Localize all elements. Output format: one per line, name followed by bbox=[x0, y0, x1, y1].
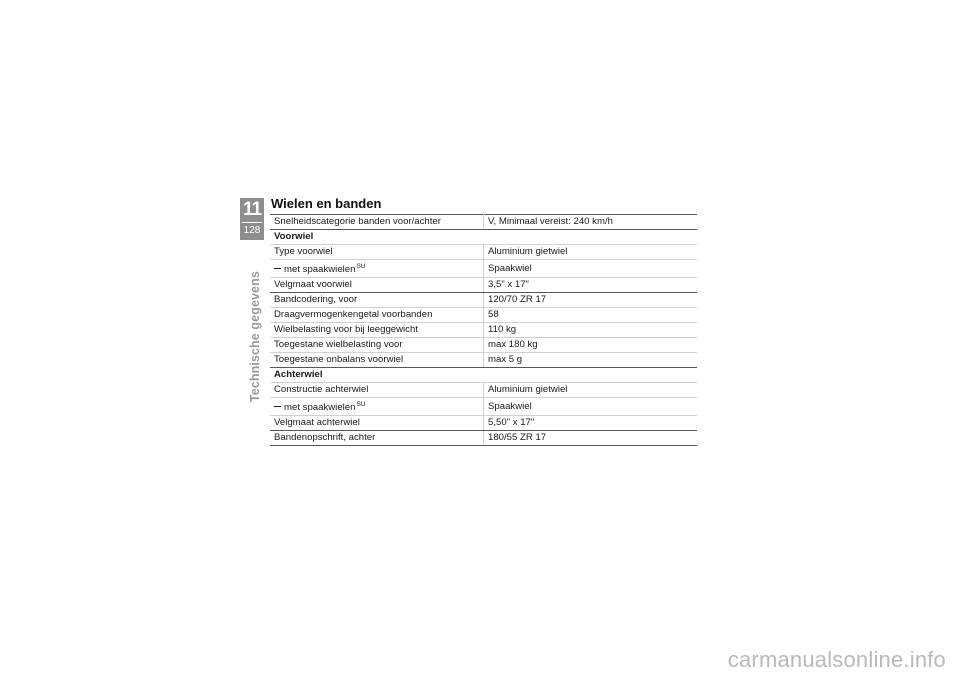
spec-label-text: met spaakwielen bbox=[284, 402, 356, 413]
table-row bbox=[270, 416, 697, 431]
table-row bbox=[270, 245, 697, 260]
spec-value: 110 kg bbox=[484, 323, 698, 338]
table-row bbox=[270, 338, 697, 353]
option-superscript: SU bbox=[356, 263, 366, 270]
table-row bbox=[270, 383, 697, 398]
spec-label-text: met spaakwielen bbox=[284, 264, 356, 275]
spec-value: 58 bbox=[484, 308, 698, 323]
spec-label: Bandcodering, voor bbox=[270, 293, 484, 308]
table-row bbox=[270, 353, 697, 368]
spec-value: Aluminium gietwiel bbox=[484, 383, 698, 398]
watermark: carmanualsonline.info bbox=[727, 647, 946, 672]
spec-label: Velgmaat achterwiel bbox=[270, 416, 484, 431]
spec-label: Toegestane onbalans voorwiel bbox=[270, 353, 484, 368]
table-row bbox=[270, 398, 697, 416]
spec-value: 120/70 ZR 17 bbox=[484, 293, 698, 308]
spec-value: 180/55 ZR 17 bbox=[484, 431, 698, 446]
spec-value: Aluminium gietwiel bbox=[484, 245, 698, 260]
table-row bbox=[270, 278, 697, 293]
dash-icon bbox=[274, 406, 281, 407]
table-row bbox=[270, 323, 697, 338]
spec-label: Type voorwiel bbox=[270, 245, 484, 260]
spec-value: max 180 kg bbox=[484, 338, 698, 353]
spec-label: Draagvermogenkengetal voorbanden bbox=[270, 308, 484, 323]
table-row bbox=[270, 431, 697, 446]
spec-value: 3,5" x 17" bbox=[484, 278, 698, 293]
table-row bbox=[270, 308, 697, 323]
spec-label: Wielbelasting voor bij leeggewicht bbox=[270, 323, 484, 338]
rear-wheel-heading: Achterwiel bbox=[270, 368, 697, 383]
table-row bbox=[270, 260, 697, 278]
spec-label bbox=[270, 398, 484, 416]
spec-value: V, Minimaal vereist: 240 km/h bbox=[484, 215, 698, 230]
chapter-number: 11 bbox=[242, 199, 262, 220]
front-wheel-heading: Voorwiel bbox=[270, 230, 697, 245]
spec-label: Snelheidscategorie banden voor/achter bbox=[270, 215, 484, 230]
spec-label: Velgmaat voorwiel bbox=[270, 278, 484, 293]
spec-label bbox=[270, 260, 484, 278]
table-section-heading bbox=[270, 368, 697, 383]
table-row bbox=[270, 293, 697, 308]
spec-label: Bandenopschrift, achter bbox=[270, 431, 484, 446]
chapter-tab bbox=[240, 198, 264, 240]
spec-value: Spaakwiel bbox=[484, 260, 698, 278]
option-superscript: SU bbox=[356, 401, 366, 408]
spec-value: max 5 g bbox=[484, 353, 698, 368]
spec-value: 5,50" x 17" bbox=[484, 416, 698, 431]
section-title: Wielen en banden bbox=[271, 196, 382, 211]
table-section-heading bbox=[270, 230, 697, 245]
chapter-tab-divider bbox=[242, 222, 262, 223]
dash-icon bbox=[274, 268, 281, 269]
table-row bbox=[270, 215, 697, 230]
spec-value: Spaakwiel bbox=[484, 398, 698, 416]
spec-label: Constructie achterwiel bbox=[270, 383, 484, 398]
spec-label: Toegestane wielbelasting voor bbox=[270, 338, 484, 353]
chapter-side-title: Technische gegevens bbox=[248, 271, 262, 402]
wheels-tyres-table bbox=[270, 214, 697, 446]
page-number: 128 bbox=[243, 225, 261, 236]
